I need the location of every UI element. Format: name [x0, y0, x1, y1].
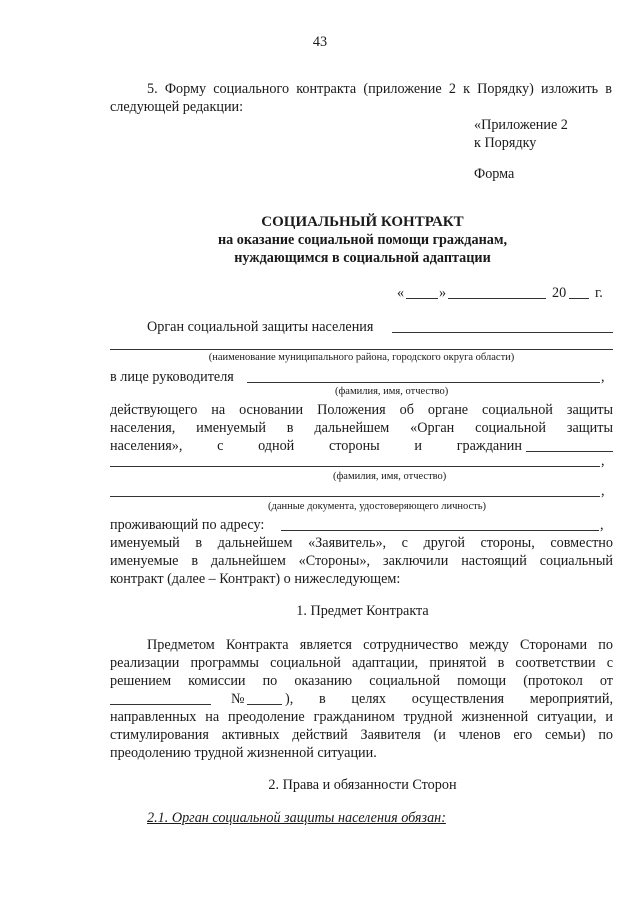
comma-4: ,: [600, 517, 604, 533]
party-line-1: именуемый в дальнейшем «Заявитель», с другой стороны, совместно: [110, 535, 613, 551]
section-1-heading: 1. Предмет Контракта: [296, 603, 429, 619]
intro-line-1: 5. Форму социального контракта (приложение 2 к Порядку) изложить в: [147, 81, 612, 97]
date-year-suffix: г.: [595, 285, 603, 301]
document-subtitle-1: на оказание социальной помощи гражданам,: [217, 232, 508, 248]
party-line-3: контракт (далее – Контракт) о нижеследующем:: [110, 571, 401, 587]
acting-line-1: действующего на основании Положения об органе социальной защиты: [110, 402, 613, 418]
subject-line-1: Предметом Контракта является сотрудничество между Сторонами по: [147, 637, 613, 653]
represented-by-label: в лице руководителя: [110, 369, 234, 385]
date-open-quote: «: [397, 285, 405, 301]
party-line-2: именуемые в дальнейшем «Стороны», заключили настоящий социальный: [110, 553, 613, 569]
citizen-fio-field[interactable]: [526, 451, 613, 452]
appendix-line-1: «Приложение 2: [474, 117, 568, 133]
residing-label: проживающий по адресу:: [110, 517, 265, 533]
hint-fio-1: (фамилия, имя, отчество): [335, 386, 449, 397]
hint-document: (данные документа, удостоверяющего личность): [268, 501, 487, 512]
hint-municipal: (наименование муниципального района, городского округа области): [208, 352, 515, 363]
document-title: СОЦИАЛЬНЫЙ КОНТРАКТ: [261, 214, 464, 230]
appendix-line-2: к Порядку: [474, 135, 537, 151]
protocol-date-field[interactable]: [110, 704, 211, 705]
comma-1: ,: [601, 369, 605, 385]
protocol-number-sign: №: [231, 691, 245, 707]
date-year-field[interactable]: [569, 298, 589, 299]
subject-line-7: преодолению трудной жизненной ситуации.: [110, 745, 377, 761]
subject-line-6: стимулирования активных действий Заявителя (и членов его семьи) по: [110, 727, 613, 743]
subject-line-5: направленных на преодоление гражданином трудной жизненной ситуации, и: [110, 709, 613, 725]
section-2-heading: 2. Права и обязанности Сторон: [268, 777, 457, 793]
comma-2: ,: [601, 453, 605, 469]
date-close-quote: »: [439, 285, 447, 301]
page-number: 43: [312, 34, 328, 50]
date-month-field[interactable]: [448, 298, 546, 299]
appendix-form-label: Форма: [474, 166, 515, 182]
date-day-field[interactable]: [406, 298, 438, 299]
hint-fio-2: (фамилия, имя, отчество): [333, 471, 447, 482]
protocol-number-field[interactable]: [247, 704, 282, 705]
comma-3: ,: [601, 483, 605, 499]
clause-2-1-text: 2.1. Орган социальной защиты населения обязан:: [147, 810, 446, 826]
subject-line-4: ), в целях осуществления мероприятий,: [285, 691, 613, 707]
intro-line-2: следующей редакции:: [110, 99, 244, 115]
document-subtitle-2: нуждающимся в социальной адаптации: [234, 250, 491, 266]
subject-line-2: реализации программы социальной адаптации, принятой в соответствии с: [110, 655, 613, 671]
date-year-prefix: 20: [552, 285, 567, 301]
head-fio-field[interactable]: [247, 382, 600, 383]
organ-name-field[interactable]: [392, 332, 613, 333]
subject-line-3: решением комиссии по оказанию социальной помощи (протокол от: [110, 673, 613, 689]
document-id-field[interactable]: [110, 496, 600, 497]
address-field[interactable]: [281, 530, 599, 531]
clause-2-1: [147, 810, 446, 828]
acting-line-3: населения», с одной стороны и гражданин: [110, 438, 522, 454]
acting-line-2: населения, именуемый в дальнейшем «Орган социальной защиты: [110, 420, 613, 436]
organ-name-field-continued[interactable]: [110, 349, 613, 350]
organ-label: Орган социальной защиты населения: [147, 319, 374, 335]
citizen-fio-field-continued[interactable]: [110, 466, 600, 467]
